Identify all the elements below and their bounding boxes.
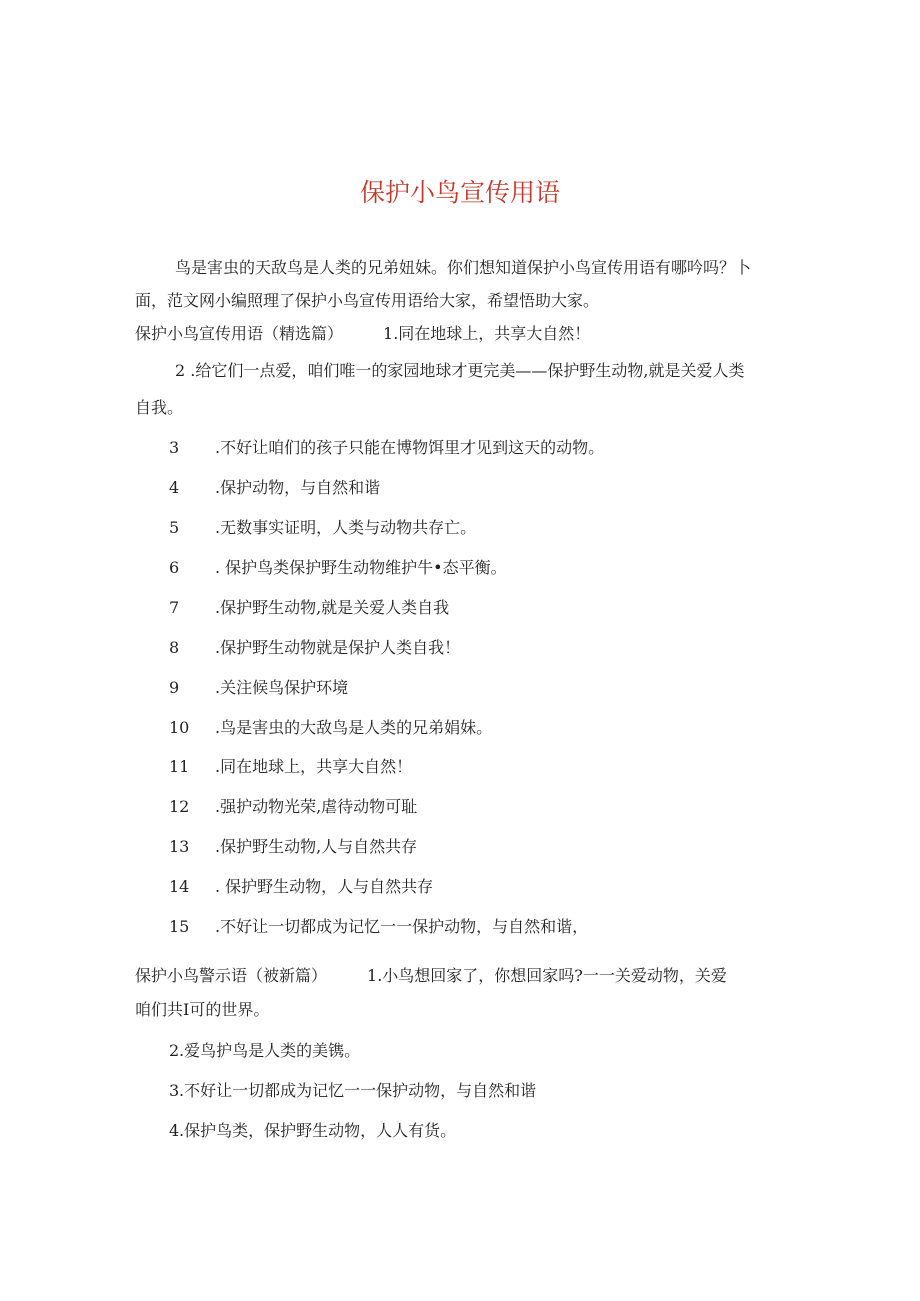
list-item-text: .保护鸟类，保护野生动物，人人有货。 <box>179 1121 457 1140</box>
section1-item-2-line-2: 自我。 <box>135 398 184 417</box>
list-item-number: 4 <box>169 1121 180 1140</box>
list-item <box>169 757 412 777</box>
list-item <box>169 917 588 937</box>
list-item-text: .保护野生动物,就是关爱人类自我 <box>215 598 450 617</box>
list-item-number: 3 <box>169 438 180 457</box>
list-item <box>169 638 460 658</box>
list-item <box>169 837 417 857</box>
list-item-text: .同在地球上，共享大自然！ <box>215 757 413 776</box>
intro-paragraph-line-1: 鸟是害虫的天敌鸟是人类的兄弟妞妹。你们想知道保护小鸟宣传用语有哪吟吗？卜 <box>175 258 752 277</box>
list-item-number: 5 <box>169 518 180 537</box>
list-item-number: 7 <box>169 598 180 617</box>
list-item-text: .保护动物，与自然和谐 <box>215 478 381 497</box>
section2-item-1-line-1: 1.小鸟想回家了，你想回家吗?一一关爱动物，关爱 <box>367 966 727 985</box>
intro-paragraph-line-2: 面，范文网小编照理了保护小鸟宣传用语给大家，希望悟助大家。 <box>135 291 600 310</box>
list-item-text: .无数事实证明，人类与动物共存亡。 <box>215 518 477 537</box>
list-item-number: 4 <box>169 478 180 497</box>
list-item-text: .关注候鸟保护环境 <box>215 678 349 697</box>
list-item <box>169 718 492 738</box>
section1-item-2-line-1: 2 .给它们一点爱，咱们唯一的家园地球才更完美——保护野生动物,就是关爱人类 <box>175 361 745 380</box>
list-item-text: .保护野生动物,人与自然共存 <box>215 837 418 856</box>
list-item-text: .强护动物光荣,虐待动物可耻 <box>215 797 418 816</box>
section1-heading: 保护小鸟宣传用语（精选篇） <box>135 324 344 343</box>
list-item-number: 11 <box>169 757 190 776</box>
list-item-number: 8 <box>169 638 180 657</box>
list-item <box>169 598 449 618</box>
section2-heading: 保护小鸟警示语（被新篇） <box>135 966 328 985</box>
list-item-number: 6 <box>169 558 180 577</box>
list-item-text: . 保护鸟类保护野生动物维护牛•态平衡。 <box>215 558 507 577</box>
section1-heading-line <box>135 324 590 344</box>
list-item-number: 3 <box>169 1081 180 1100</box>
list-item <box>169 678 348 698</box>
list-item-number: 14 <box>169 877 190 896</box>
list-item-text: .不好让咱们的孩子只能在博物饵里才见到这天的动物。 <box>215 438 605 457</box>
list-item-text: .不好让一切都成为记忆一一保护动物，与自然和谐， <box>215 917 589 936</box>
section1-item-1: 1.同在地球上，共享大自然！ <box>383 324 591 343</box>
list-item <box>169 1121 456 1141</box>
list-item-number: 2 <box>169 1041 180 1060</box>
list-item-text: .鸟是害虫的大敌鸟是人类的兄弟娟妹。 <box>215 718 493 737</box>
list-item <box>169 1081 536 1101</box>
list-item-number: 9 <box>169 678 180 697</box>
list-item-text: .不好让一切都成为记忆一一保护动物，与自然和谐 <box>179 1081 537 1100</box>
list-item <box>169 438 604 458</box>
page-title: 保护小鸟宣传用语 <box>359 178 560 207</box>
list-item-text: .爱鸟护鸟是人类的美镌。 <box>179 1041 361 1060</box>
list-item <box>169 877 433 897</box>
list-item <box>169 797 417 817</box>
list-item-text: . 保护野生动物，人与自然共存 <box>215 877 434 896</box>
list-item-text: .保护野生动物就是保护人类自我！ <box>215 638 461 657</box>
list-item-number: 15 <box>169 917 190 936</box>
list-item <box>169 518 476 538</box>
section2-heading-line <box>135 966 727 986</box>
section2-item-1-line-2: 咱们共I可的世界。 <box>135 1000 270 1019</box>
list-item-number: 13 <box>169 837 190 856</box>
list-item-number: 10 <box>169 718 190 737</box>
list-item <box>169 1041 360 1061</box>
list-item-number: 12 <box>169 797 190 816</box>
list-item <box>169 478 380 498</box>
list-item <box>169 558 507 578</box>
